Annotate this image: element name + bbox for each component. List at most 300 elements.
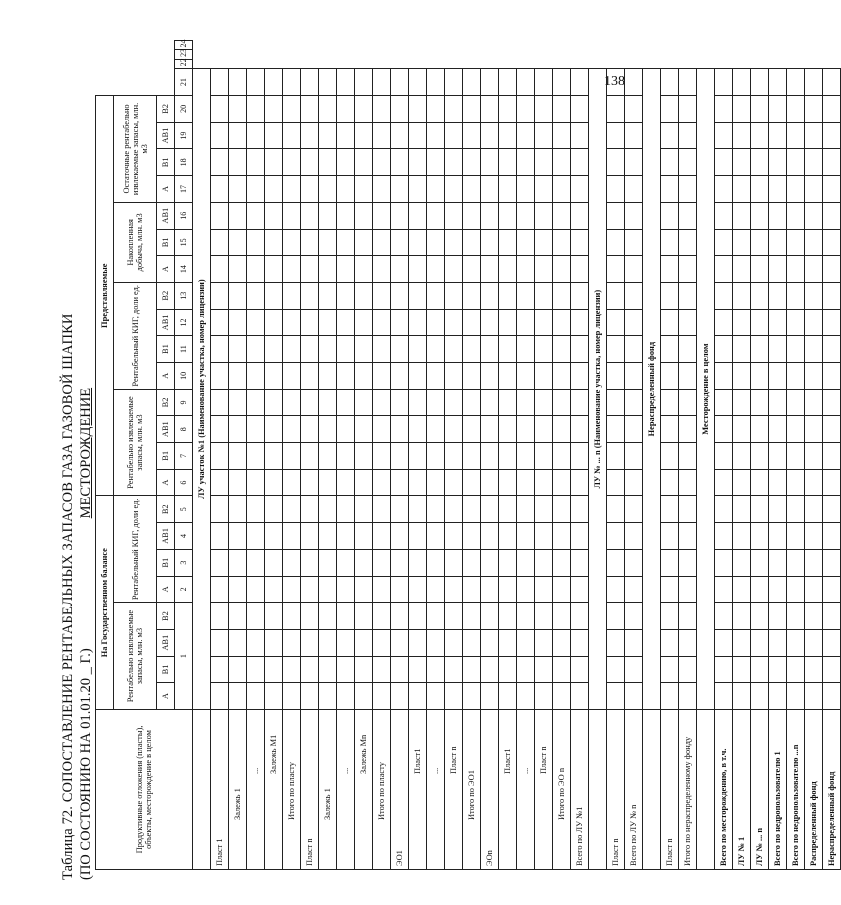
value-cell <box>247 69 265 96</box>
value-cell <box>553 176 571 203</box>
value-cell <box>517 629 535 656</box>
value-cell <box>283 576 301 603</box>
value-cell <box>715 122 733 149</box>
value-cell <box>445 683 463 710</box>
value-cell <box>229 282 247 309</box>
value-cell <box>265 122 283 149</box>
value-cell <box>337 256 355 283</box>
value-cell <box>391 389 409 416</box>
value-cell <box>409 69 427 96</box>
value-cell <box>535 683 553 710</box>
value-cell <box>823 202 841 229</box>
value-cell <box>301 336 319 363</box>
value-cell <box>427 683 445 710</box>
value-cell <box>283 149 301 176</box>
header-reserves: Рентабельно извлекаемые запасы, млн. м3 <box>114 389 157 496</box>
value-cell <box>499 416 517 443</box>
value-cell <box>751 122 769 149</box>
value-cell <box>535 309 553 336</box>
value-cell <box>679 202 697 229</box>
value-cell <box>751 549 769 576</box>
value-cell <box>373 149 391 176</box>
value-cell <box>301 549 319 576</box>
value-cell <box>661 549 679 576</box>
value-cell <box>355 603 373 630</box>
value-cell <box>373 362 391 389</box>
category-header: В2 <box>157 496 175 523</box>
value-cell <box>553 523 571 550</box>
value-cell <box>715 496 733 523</box>
value-cell <box>535 496 553 523</box>
value-cell <box>823 149 841 176</box>
value-cell <box>355 282 373 309</box>
category-header: АВ1 <box>157 416 175 443</box>
value-cell <box>409 122 427 149</box>
value-cell <box>607 683 625 710</box>
value-cell <box>715 96 733 123</box>
value-cell <box>247 523 265 550</box>
value-cell <box>823 683 841 710</box>
value-cell <box>751 603 769 630</box>
value-cell <box>391 523 409 550</box>
row-label: Пласт 1 <box>211 709 229 869</box>
value-cell <box>769 469 787 496</box>
value-cell <box>787 629 805 656</box>
value-cell <box>445 309 463 336</box>
column-number: 10 <box>175 362 193 389</box>
value-cell <box>337 229 355 256</box>
value-cell <box>499 576 517 603</box>
value-cell <box>283 443 301 470</box>
value-cell <box>427 603 445 630</box>
category-header: АВ1 <box>157 202 175 229</box>
value-cell <box>679 229 697 256</box>
value-cell <box>445 629 463 656</box>
value-cell <box>247 683 265 710</box>
value-cell <box>733 282 751 309</box>
value-cell <box>607 656 625 683</box>
value-cell <box>661 202 679 229</box>
value-cell <box>211 469 229 496</box>
value-cell <box>733 683 751 710</box>
value-cell <box>283 336 301 363</box>
value-cell <box>499 549 517 576</box>
value-cell <box>661 362 679 389</box>
value-cell <box>571 683 589 710</box>
value-cell <box>409 496 427 523</box>
row-label: ... <box>337 709 355 869</box>
value-cell <box>553 256 571 283</box>
value-cell <box>319 229 337 256</box>
value-cell <box>535 469 553 496</box>
value-cell <box>301 469 319 496</box>
value-cell <box>301 523 319 550</box>
value-cell <box>427 389 445 416</box>
value-cell <box>409 549 427 576</box>
value-cell <box>787 336 805 363</box>
category-header: АВ1 <box>157 523 175 550</box>
value-cell <box>283 69 301 96</box>
value-cell <box>661 122 679 149</box>
value-cell <box>733 309 751 336</box>
value-cell <box>427 443 445 470</box>
column-number: 15 <box>175 229 193 256</box>
value-cell <box>211 309 229 336</box>
value-cell <box>607 629 625 656</box>
page-number: 138 <box>604 74 625 89</box>
value-cell <box>229 149 247 176</box>
value-cell <box>553 202 571 229</box>
value-cell <box>535 523 553 550</box>
value-cell <box>463 309 481 336</box>
value-cell <box>319 309 337 336</box>
value-cell <box>715 603 733 630</box>
value-cell <box>499 523 517 550</box>
value-cell <box>319 122 337 149</box>
value-cell <box>283 469 301 496</box>
value-cell <box>355 309 373 336</box>
value-cell <box>247 389 265 416</box>
value-cell <box>409 96 427 123</box>
value-cell <box>661 496 679 523</box>
value-cell <box>679 549 697 576</box>
value-cell <box>787 549 805 576</box>
value-cell <box>265 96 283 123</box>
value-cell <box>211 576 229 603</box>
value-cell <box>769 69 787 96</box>
value-cell <box>661 149 679 176</box>
value-cell <box>283 416 301 443</box>
value-cell <box>787 523 805 550</box>
row-label: Итого по ЭО n <box>553 709 571 869</box>
row-label: ЛУ № 1 <box>733 709 751 869</box>
value-cell <box>445 523 463 550</box>
value-cell <box>787 416 805 443</box>
value-cell <box>607 416 625 443</box>
value-cell <box>823 389 841 416</box>
value-cell <box>715 282 733 309</box>
value-cell <box>787 576 805 603</box>
value-cell <box>283 96 301 123</box>
value-cell <box>571 629 589 656</box>
value-cell <box>715 336 733 363</box>
value-cell <box>283 362 301 389</box>
value-cell <box>481 229 499 256</box>
value-cell <box>445 362 463 389</box>
value-cell <box>535 336 553 363</box>
value-cell <box>229 122 247 149</box>
value-cell <box>283 389 301 416</box>
value-cell <box>751 96 769 123</box>
value-cell <box>247 416 265 443</box>
value-cell <box>391 282 409 309</box>
value-cell <box>625 309 643 336</box>
value-cell <box>607 122 625 149</box>
value-cell <box>679 176 697 203</box>
value-cell <box>679 149 697 176</box>
value-cell <box>229 362 247 389</box>
value-cell <box>535 149 553 176</box>
value-cell <box>373 176 391 203</box>
value-cell <box>409 389 427 416</box>
value-cell <box>319 443 337 470</box>
value-cell <box>553 469 571 496</box>
value-cell <box>787 229 805 256</box>
value-cell <box>463 122 481 149</box>
value-cell <box>301 176 319 203</box>
value-cell <box>373 603 391 630</box>
value-cell <box>463 416 481 443</box>
value-cell <box>769 496 787 523</box>
value-cell <box>661 629 679 656</box>
value-cell <box>409 603 427 630</box>
value-cell <box>553 122 571 149</box>
value-cell <box>301 256 319 283</box>
value-cell <box>715 416 733 443</box>
value-cell <box>661 416 679 443</box>
value-cell <box>301 149 319 176</box>
value-cell <box>337 202 355 229</box>
value-cell <box>481 96 499 123</box>
value-cell <box>409 576 427 603</box>
value-cell <box>733 469 751 496</box>
value-cell <box>265 69 283 96</box>
value-cell <box>751 336 769 363</box>
value-cell <box>805 683 823 710</box>
value-cell <box>769 122 787 149</box>
value-cell <box>679 309 697 336</box>
value-cell <box>265 523 283 550</box>
row-label: Всего по недропользователю 1 <box>769 709 787 869</box>
value-cell <box>499 469 517 496</box>
value-cell <box>409 336 427 363</box>
value-cell <box>661 256 679 283</box>
value-cell <box>535 362 553 389</box>
value-cell <box>301 629 319 656</box>
value-cell <box>679 362 697 389</box>
value-cell <box>679 96 697 123</box>
value-cell <box>733 69 751 96</box>
value-cell <box>427 656 445 683</box>
category-header: В1 <box>157 656 175 683</box>
value-cell <box>607 443 625 470</box>
value-cell <box>805 362 823 389</box>
value-cell <box>337 523 355 550</box>
value-cell <box>787 362 805 389</box>
value-cell <box>265 629 283 656</box>
value-cell <box>499 336 517 363</box>
value-cell <box>553 362 571 389</box>
value-cell <box>247 362 265 389</box>
value-cell <box>355 362 373 389</box>
value-cell <box>337 309 355 336</box>
value-cell <box>517 176 535 203</box>
value-cell <box>787 443 805 470</box>
value-cell <box>463 523 481 550</box>
value-cell <box>463 389 481 416</box>
value-cell <box>319 69 337 96</box>
value-cell <box>661 96 679 123</box>
value-cell <box>535 256 553 283</box>
value-cell <box>463 336 481 363</box>
value-cell <box>805 656 823 683</box>
value-cell <box>373 69 391 96</box>
value-cell <box>517 282 535 309</box>
value-cell <box>445 229 463 256</box>
value-cell <box>823 69 841 96</box>
value-cell <box>265 469 283 496</box>
value-cell <box>391 443 409 470</box>
value-cell <box>427 202 445 229</box>
value-cell <box>283 603 301 630</box>
value-cell <box>409 176 427 203</box>
value-cell <box>499 309 517 336</box>
value-cell <box>517 416 535 443</box>
value-cell <box>823 576 841 603</box>
value-cell <box>661 69 679 96</box>
value-cell <box>787 389 805 416</box>
value-cell <box>283 656 301 683</box>
value-cell <box>499 202 517 229</box>
value-cell <box>499 656 517 683</box>
value-cell <box>535 122 553 149</box>
value-cell <box>679 683 697 710</box>
value-cell <box>355 549 373 576</box>
value-cell <box>607 96 625 123</box>
value-cell <box>247 603 265 630</box>
value-cell <box>751 176 769 203</box>
value-cell <box>535 229 553 256</box>
section-label-cell <box>193 709 211 869</box>
row-label: Всего по месторождению, в т.ч. <box>715 709 733 869</box>
value-cell <box>391 362 409 389</box>
section-header: Нераспределенный фонд <box>643 69 661 710</box>
category-header: А <box>157 683 175 710</box>
value-cell <box>445 282 463 309</box>
value-cell <box>679 656 697 683</box>
value-cell <box>445 389 463 416</box>
value-cell <box>607 309 625 336</box>
value-cell <box>805 496 823 523</box>
section-label-cell <box>589 709 607 869</box>
value-cell <box>571 122 589 149</box>
value-cell <box>409 202 427 229</box>
column-number: 21 <box>175 69 193 96</box>
value-cell <box>445 549 463 576</box>
value-cell <box>787 176 805 203</box>
value-cell <box>319 96 337 123</box>
category-header: В1 <box>157 336 175 363</box>
value-cell <box>679 629 697 656</box>
value-cell <box>535 96 553 123</box>
value-cell <box>337 416 355 443</box>
value-cell <box>715 549 733 576</box>
value-cell <box>481 603 499 630</box>
value-cell <box>337 549 355 576</box>
value-cell <box>301 603 319 630</box>
value-cell <box>355 69 373 96</box>
value-cell <box>733 122 751 149</box>
value-cell <box>733 256 751 283</box>
value-cell <box>445 202 463 229</box>
value-cell <box>625 362 643 389</box>
value-cell <box>769 603 787 630</box>
value-cell <box>337 656 355 683</box>
value-cell <box>733 416 751 443</box>
value-cell <box>535 176 553 203</box>
value-cell <box>517 149 535 176</box>
value-cell <box>229 176 247 203</box>
column-number: 2 <box>175 576 193 603</box>
value-cell <box>733 176 751 203</box>
value-cell <box>517 443 535 470</box>
value-cell <box>661 576 679 603</box>
value-cell <box>805 282 823 309</box>
value-cell <box>769 202 787 229</box>
value-cell <box>211 549 229 576</box>
value-cell <box>265 443 283 470</box>
value-cell <box>247 176 265 203</box>
value-cell <box>463 96 481 123</box>
value-cell <box>211 149 229 176</box>
value-cell <box>535 576 553 603</box>
value-cell <box>445 176 463 203</box>
value-cell <box>769 416 787 443</box>
value-cell <box>301 202 319 229</box>
value-cell <box>769 443 787 470</box>
row-label: Пласт n <box>607 709 625 869</box>
value-cell <box>805 603 823 630</box>
header-residual: Остаточные рентабельно извлекаемые запасы, млн. м3 <box>114 96 157 203</box>
value-cell <box>319 576 337 603</box>
value-cell <box>481 149 499 176</box>
value-cell <box>571 496 589 523</box>
value-cell <box>319 523 337 550</box>
value-cell <box>319 683 337 710</box>
value-cell <box>715 443 733 470</box>
value-cell <box>463 629 481 656</box>
value-cell <box>373 229 391 256</box>
value-cell <box>571 576 589 603</box>
column-number: 18 <box>175 149 193 176</box>
value-cell <box>625 469 643 496</box>
value-cell <box>283 256 301 283</box>
value-cell <box>607 282 625 309</box>
value-cell <box>463 549 481 576</box>
value-cell <box>553 336 571 363</box>
value-cell <box>445 96 463 123</box>
value-cell <box>805 629 823 656</box>
value-cell <box>787 256 805 283</box>
value-cell <box>229 309 247 336</box>
value-cell <box>337 576 355 603</box>
value-cell <box>733 96 751 123</box>
value-cell <box>247 336 265 363</box>
value-cell <box>805 202 823 229</box>
value-cell <box>751 683 769 710</box>
column-number: 24 <box>175 41 193 50</box>
value-cell <box>355 443 373 470</box>
value-cell <box>463 202 481 229</box>
value-cell <box>229 576 247 603</box>
value-cell <box>445 149 463 176</box>
value-cell <box>661 443 679 470</box>
value-cell <box>481 122 499 149</box>
value-cell <box>787 683 805 710</box>
value-cell <box>625 443 643 470</box>
value-cell <box>751 469 769 496</box>
value-cell <box>373 282 391 309</box>
